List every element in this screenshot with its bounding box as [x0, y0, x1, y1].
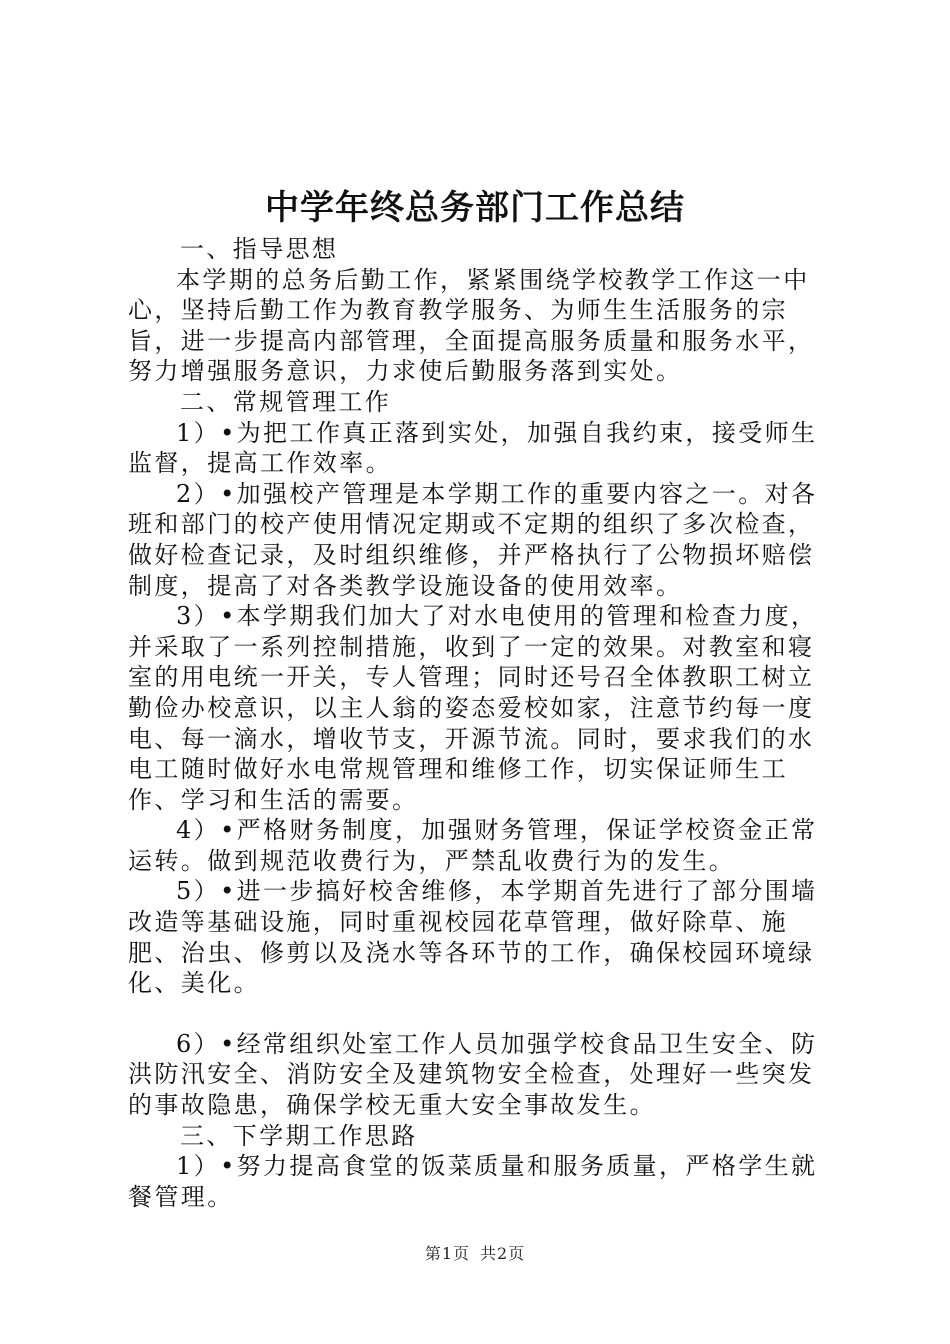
document-title: 中学年终总务部门工作总结	[265, 188, 685, 228]
list-item-routine-4: 4）•严格财务制度，加强财务管理，保证学校资金正常运转。做到规范收费行为，严禁乱收费行为的发生。	[128, 816, 818, 875]
page-number: 第1页	[424, 1244, 470, 1263]
list-item-routine-3: 3）•本学期我们加大了对水电使用的管理和检查力度，并采取了一系列控制措施，收到了一定的效果。对教室和寝室的用电统一开关，专人管理；同时还号召全体教职工树立勤俭办校意识，以主人翁的姿态爱校如家，注意节约每一度电、每一滴水，增收节支，开源节流。同时，要求我们的水电工随时做好水电常规管理和维修工作，切实保证师生工作、学习和生活的需要。	[128, 602, 818, 814]
section-heading-routine-management: 二、常规管理工作	[180, 387, 392, 416]
section-heading-next-term: 三、下学期工作思路	[180, 1121, 418, 1150]
paragraph-guiding-thought: 本学期的总务后勤工作，紧紧围绕学校教学工作这一中心，坚持后勤工作为教育教学服务、为师生生活服务的宗旨，进一步提高内部管理，全面提高服务质量和服务水平，努力增强服务意识，力求使后勤服务落到实处。	[128, 265, 815, 386]
list-item-routine-1: 1）•为把工作真正落到实处，加强自我约束，接受师生监督，提高工作效率。	[128, 418, 818, 478]
section-heading-guiding-thought: 一、指导思想	[180, 235, 339, 263]
list-item-routine-5: 5）•进一步搞好校舍维修，本学期首先进行了部分围墙改造等基础设施，同时重视校园花草管理，做好除草、施肥、治虫、修剪以及浇水等各环节的工作，确保校园环境绿化、美化。	[128, 877, 818, 998]
list-item-routine-2: 2）•加强校产管理是本学期工作的重要内容之一。对各班和部门的校产使用情况定期或不定期的组织了多次检查，做好检查记录，及时组织维修，并严格执行了公物损坏赔偿制度，提高了对各类教学设施设备的使用效率。	[128, 479, 818, 600]
page-footer	[0, 1243, 950, 1265]
page-total: 共2页	[480, 1244, 526, 1263]
list-item-routine-6: 6）•经常组织处室工作人员加强学校食品卫生安全、防洪防汛安全、消防安全及建筑物安全检查，处理好一些突发的事故隐患，确保学校无重大安全事故发生。	[128, 1029, 818, 1120]
document-body	[128, 234, 828, 1212]
list-item-next-term-1: 1）•努力提高食堂的饭菜质量和服务质量，严格学生就餐管理。	[128, 1152, 818, 1211]
